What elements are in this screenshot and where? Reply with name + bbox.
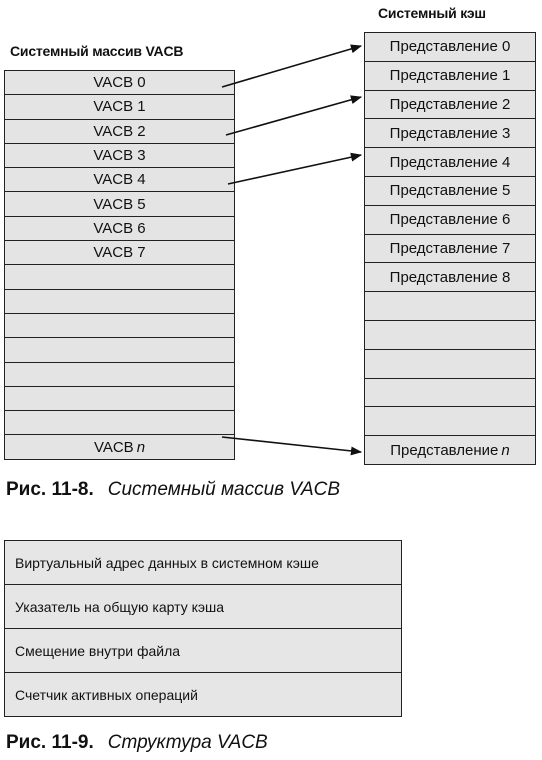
- vacb-entry: VACB 7: [5, 241, 234, 265]
- figure-8-caption: [6, 479, 340, 501]
- cache-view: Представление 1: [365, 62, 535, 91]
- vacb-entry: VACB 6: [5, 217, 234, 241]
- system-cache: [364, 32, 536, 465]
- vacb-field: Виртуальный адрес данных в системном кэше: [5, 541, 401, 585]
- cache-view-n: [365, 436, 535, 465]
- vacb-entry-empty: [5, 411, 234, 435]
- vacb-structure: [4, 540, 402, 717]
- cache-view: Представление 8: [365, 263, 535, 292]
- vacb-entry-empty: [5, 265, 234, 289]
- arrow-vacb4-to-view4: [228, 155, 361, 184]
- vacb-entry-empty: [5, 363, 234, 387]
- figure-9-title: Структура VACB: [107, 732, 268, 753]
- vacb-entry: VACB 5: [5, 192, 234, 216]
- cache-view: Представление 5: [365, 177, 535, 206]
- cache-view: Представление 6: [365, 206, 535, 235]
- cache-n-prefix: Представление: [390, 441, 499, 459]
- vacb-entry-empty: [5, 290, 234, 314]
- vacb-array-title: Системный массив VACB: [10, 43, 184, 59]
- arrow-vacbn-to-viewn: [222, 437, 361, 452]
- vacb-array: [4, 70, 235, 460]
- vacb-n-symbol: n: [136, 438, 146, 456]
- vacb-entry: VACB 4: [5, 168, 234, 192]
- vacb-entry-empty: [5, 314, 234, 338]
- cache-view: Представление 3: [365, 119, 535, 148]
- cache-view-empty: [365, 292, 535, 321]
- vacb-entry-n: [5, 435, 234, 459]
- cache-view: Представление 2: [365, 91, 535, 120]
- cache-view: Представление 0: [365, 33, 535, 62]
- vacb-field: Счетчик активных операций: [5, 673, 401, 717]
- cache-view-empty: [365, 407, 535, 436]
- arrow-vacb2-to-view2: [226, 97, 361, 135]
- arrow-vacb0-to-view0: [222, 46, 361, 87]
- vacb-entry-empty: [5, 338, 234, 362]
- vacb-entry: VACB 0: [5, 71, 234, 95]
- cache-view-empty: [365, 379, 535, 408]
- figure-8-title: Системный массив VACB: [107, 479, 341, 500]
- cache-view: Представление 7: [365, 235, 535, 264]
- cache-view: Представление 4: [365, 148, 535, 177]
- vacb-n-prefix: VACB: [93, 438, 134, 456]
- vacb-entry-empty: [5, 387, 234, 411]
- vacb-entry: VACB 3: [5, 144, 234, 168]
- cache-n-symbol: n: [501, 441, 510, 459]
- vacb-field: Смещение внутри файла: [5, 629, 401, 673]
- figure-9-number: Рис. 11-9.: [6, 732, 94, 753]
- vacb-field: Указатель на общую карту кэша: [5, 585, 401, 629]
- figure-8-number: Рис. 11-8.: [6, 479, 94, 500]
- figure-9-caption: [6, 732, 268, 754]
- system-cache-title: Системный кэш: [378, 5, 486, 21]
- vacb-entry: VACB 1: [5, 95, 234, 119]
- cache-view-empty: [365, 321, 535, 350]
- vacb-entry: VACB 2: [5, 120, 234, 144]
- cache-view-empty: [365, 350, 535, 379]
